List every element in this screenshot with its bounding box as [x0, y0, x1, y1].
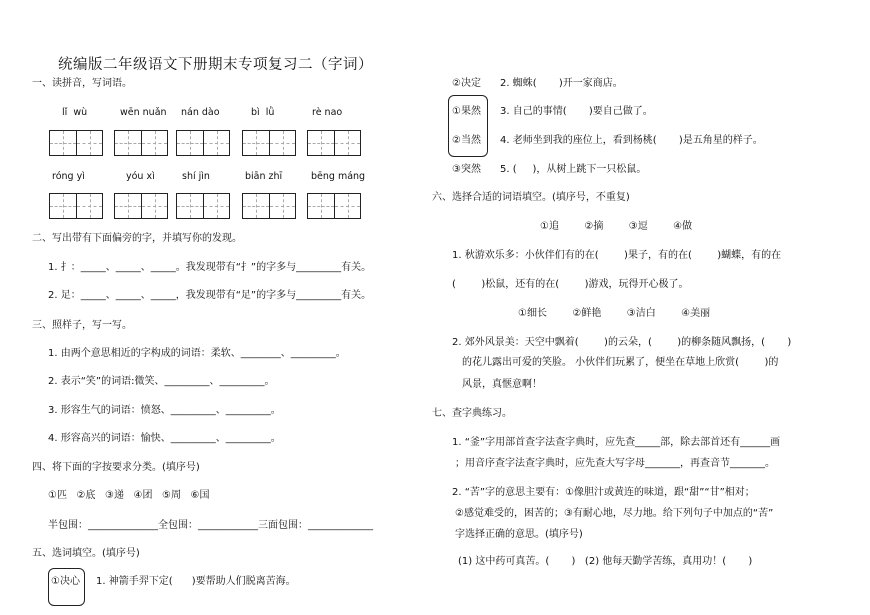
- question-line: 1. 秋游欢乐多：小伙伴们有的在( )果子，有的在( )蝴蝶，有的在: [452, 250, 782, 261]
- writing-grid[interactable]: [114, 130, 168, 156]
- question-line: 4. 形容高兴的词语：愉快、_________、_________。: [48, 433, 281, 444]
- answer-line: 半包围：______________全包围：____________三面包围：_____________: [48, 520, 373, 531]
- question-line: 字选择正确的意思。(填序号): [455, 529, 583, 540]
- writing-grid[interactable]: [242, 193, 296, 219]
- question-line: 3. 形容生气的词语：愤怒、_________、_________。: [48, 405, 281, 416]
- question-line: 2. 郊外风景美：天空中飘着( )的云朵，( )的柳条随风飘扬，( ): [452, 337, 792, 348]
- char-options: ①匹 ②底 ③递 ④团 ⑤周 ⑥国: [48, 490, 210, 501]
- question-line: 1. “釜”字用部首查字法查字典时，应先查_____部，除去部首还有______画: [452, 437, 781, 448]
- word-option: ②决定: [452, 78, 481, 89]
- question-line: 2. 表示“笑”的词语:微笑、_________、_________。: [48, 376, 275, 387]
- section-3-heading: 三、照样子，写一写。: [32, 320, 132, 331]
- word-option: ①决心: [51, 576, 80, 587]
- word-option: ②当然: [452, 135, 481, 146]
- section-2-heading: 二、写出带有下面偏旁的字，并填写你的发现。: [32, 233, 242, 244]
- pinyin-label: lǐ wù: [62, 107, 88, 118]
- page-title: 统编版二年级语文下册期末专项复习二（字词）: [58, 57, 373, 73]
- question-line: 的花儿露出可爱的笑脸。 小伙伴们玩累了，便坐在草地上欣赏( )的: [462, 357, 779, 368]
- pinyin-label: róng yì: [52, 171, 85, 182]
- writing-grid[interactable]: [242, 130, 296, 156]
- section-4-heading: 四、将下面的字按要求分类。(填序号): [32, 462, 200, 473]
- writing-grid[interactable]: [176, 193, 230, 219]
- word-options: ①追 ②摘 ③逗 ④做: [540, 221, 693, 232]
- question-line: ( )松鼠，还有的在( )游戏，玩得开心极了。: [452, 279, 689, 290]
- writing-grid[interactable]: [49, 130, 103, 156]
- writing-grid[interactable]: [176, 130, 230, 156]
- writing-grid[interactable]: [307, 193, 361, 219]
- question-line: 2. “苦”字的意思主要有：①像胆汁或黄连的味道，跟“甜”“甘”相对；: [452, 487, 755, 498]
- section-1-heading: 一、读拼音，写词语。: [32, 78, 132, 89]
- writing-grid[interactable]: [307, 130, 361, 156]
- section-6-heading: 六、选择合适的词语填空。(填序号，不重复): [432, 192, 630, 203]
- question-line: 1. 扌：_____、_____、_____。我发现带有“扌”的字多与_________有关。: [48, 262, 372, 273]
- question-line: ；用音序查字法查字典时，应先查大写字母_______，再查音节_______。: [455, 458, 775, 469]
- question-line: 5. ( )，从树上跳下一只松鼠。: [500, 164, 647, 175]
- question-line: ②感觉难受的，困苦的；③有耐心地，尽力地。给下列句子中加点的“苦”: [455, 508, 774, 519]
- section-7-heading: 七、查字典练习。: [432, 408, 512, 419]
- word-option: ③突然: [452, 164, 481, 175]
- pinyin-label: rè nao: [312, 107, 343, 118]
- question-line: 2. 足：_____、_____、_____，我发现带有“足”的字多与_________有关。: [48, 290, 372, 301]
- question-line: (1) 这中药可真苦。( ) (2) 他每天勤学苦练，真用功！( ): [458, 556, 753, 567]
- word-option: ①果然: [452, 106, 481, 117]
- pinyin-label: yóu xì: [126, 171, 155, 182]
- pinyin-label: bì lǜ: [251, 107, 275, 118]
- question-line: 1. 神箭手羿下定( )要帮助人们脱离苦海。: [96, 576, 296, 587]
- section-5-heading: 五、选词填空。(填序号): [32, 548, 140, 559]
- pinyin-label: biān zhī: [245, 171, 283, 182]
- pinyin-label: wēn nuǎn: [120, 107, 167, 118]
- pinyin-label: shí jìn: [182, 171, 210, 182]
- question-line: 2. 蜘蛛( )开一家商店。: [500, 78, 623, 89]
- question-line: 风景，真惬意啊！: [462, 379, 542, 390]
- writing-grid[interactable]: [49, 193, 103, 219]
- writing-grid[interactable]: [114, 193, 168, 219]
- question-line: 1. 由两个意思相近的字构成的词语：柔软、________、_________。: [48, 348, 346, 359]
- pinyin-label: nán dào: [181, 107, 220, 118]
- pinyin-label: bēng máng: [311, 171, 366, 182]
- word-option-box: [448, 95, 488, 157]
- question-line: 4. 老师坐到我的座位上，看到杨桃( )是五角星的样子。: [500, 135, 763, 146]
- word-options: ①细长 ②鲜艳 ③洁白 ④美丽: [518, 308, 711, 319]
- question-line: 3. 自己的事情( )要自己做了。: [500, 106, 653, 117]
